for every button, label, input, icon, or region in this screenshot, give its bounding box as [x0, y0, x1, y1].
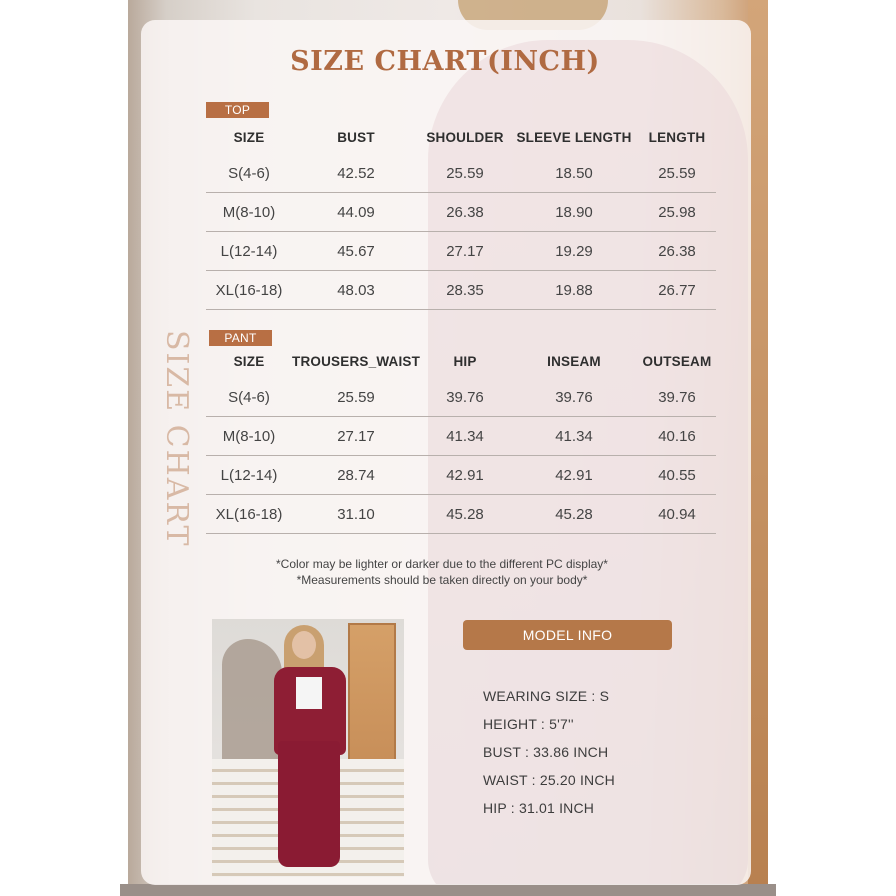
- table-row: [206, 456, 716, 495]
- table-cell: XL(16-18): [215, 281, 283, 299]
- photo-rock: [222, 639, 282, 769]
- table-cell: 26.38: [658, 242, 696, 260]
- notes: [0, 556, 884, 588]
- table-cell: 25.98: [658, 203, 696, 221]
- note-measurements: *Measurements should be taken directly on your body*: [296, 573, 588, 587]
- table-cell: M(8-10): [222, 427, 276, 445]
- model-info-item: WEARING SIZE : S: [483, 688, 610, 704]
- model-info-item: HEIGHT : 5'7'': [483, 716, 574, 732]
- header-cell: SLEEVE LENGTH: [516, 129, 632, 145]
- pant-size-table: [206, 344, 716, 534]
- table-cell: 41.34: [446, 427, 484, 445]
- table-cell: 19.29: [555, 242, 593, 260]
- model-info-item: BUST : 33.86 INCH: [483, 744, 609, 760]
- table-cell: 28.35: [446, 281, 484, 299]
- table-row: [206, 271, 716, 310]
- model-pants: [278, 741, 340, 867]
- model-photo: [212, 619, 404, 877]
- table-cell: 45.67: [337, 242, 375, 260]
- table-cell: 27.17: [446, 242, 484, 260]
- table-cell: 42.91: [555, 466, 593, 484]
- table-cell: 25.59: [337, 388, 375, 406]
- vertical-title: SIZE CHART: [159, 330, 194, 548]
- table-cell: 19.88: [555, 281, 593, 299]
- table-cell: 48.03: [337, 281, 375, 299]
- table-row: [206, 495, 716, 534]
- header-cell: HIP: [453, 353, 477, 369]
- header-cell: OUTSEAM: [642, 353, 712, 369]
- table-row: [206, 417, 716, 456]
- table-cell: 45.28: [555, 505, 593, 523]
- table-cell: S(4-6): [228, 164, 270, 182]
- table-cell: 42.52: [337, 164, 375, 182]
- table-header: [206, 120, 716, 154]
- header-cell: SIZE: [233, 353, 265, 369]
- table-cell: 40.94: [658, 505, 696, 523]
- table-cell: 39.76: [555, 388, 593, 406]
- table-cell: 44.09: [337, 203, 375, 221]
- table-row: [206, 154, 716, 193]
- header-cell: LENGTH: [648, 129, 706, 145]
- table-cell: 41.34: [555, 427, 593, 445]
- table-cell: 28.74: [337, 466, 375, 484]
- header-cell: TROUSERS_WAIST: [292, 353, 421, 369]
- model-info-list: [483, 685, 615, 825]
- model-head: [292, 631, 316, 659]
- note-color: *Color may be lighter or darker due to the different PC display*: [276, 557, 608, 571]
- table-cell: 26.38: [446, 203, 484, 221]
- table-cell: 39.76: [658, 388, 696, 406]
- table-cell: 40.55: [658, 466, 696, 484]
- pant-section-tag: PANT: [209, 330, 272, 346]
- table-cell: 31.10: [337, 505, 375, 523]
- model-info-item: WAIST : 25.20 INCH: [483, 772, 615, 788]
- table-cell: S(4-6): [228, 388, 270, 406]
- table-cell: L(12-14): [220, 242, 278, 260]
- table-row: [206, 193, 716, 232]
- table-row: [206, 232, 716, 271]
- header-cell: BUST: [337, 129, 375, 145]
- table-header: [206, 344, 716, 378]
- table-cell: XL(16-18): [215, 505, 283, 523]
- table-cell: 18.50: [555, 164, 593, 182]
- table-cell: 40.16: [658, 427, 696, 445]
- header-cell: INSEAM: [547, 353, 601, 369]
- table-cell: L(12-14): [220, 466, 278, 484]
- header-cell: SHOULDER: [426, 129, 504, 145]
- header-cell: SIZE: [233, 129, 265, 145]
- table-cell: 25.59: [658, 164, 696, 182]
- table-cell: 27.17: [337, 427, 375, 445]
- model-tank-top: [296, 677, 322, 709]
- top-section-tag: TOP: [206, 102, 269, 118]
- table-cell: 18.90: [555, 203, 593, 221]
- bottom-strip: [120, 884, 776, 896]
- table-cell: 42.91: [446, 466, 484, 484]
- table-cell: 26.77: [658, 281, 696, 299]
- table-row: [206, 378, 716, 417]
- table-cell: 45.28: [446, 505, 484, 523]
- table-cell: M(8-10): [222, 203, 276, 221]
- table-cell: 25.59: [446, 164, 484, 182]
- table-cell: 39.76: [446, 388, 484, 406]
- page-title: SIZE CHART(INCH): [290, 46, 600, 77]
- top-size-table: [206, 120, 716, 310]
- model-info-item: HIP : 31.01 INCH: [483, 800, 595, 816]
- background-door: [748, 0, 768, 896]
- model-info-banner: MODEL INFO: [463, 620, 672, 650]
